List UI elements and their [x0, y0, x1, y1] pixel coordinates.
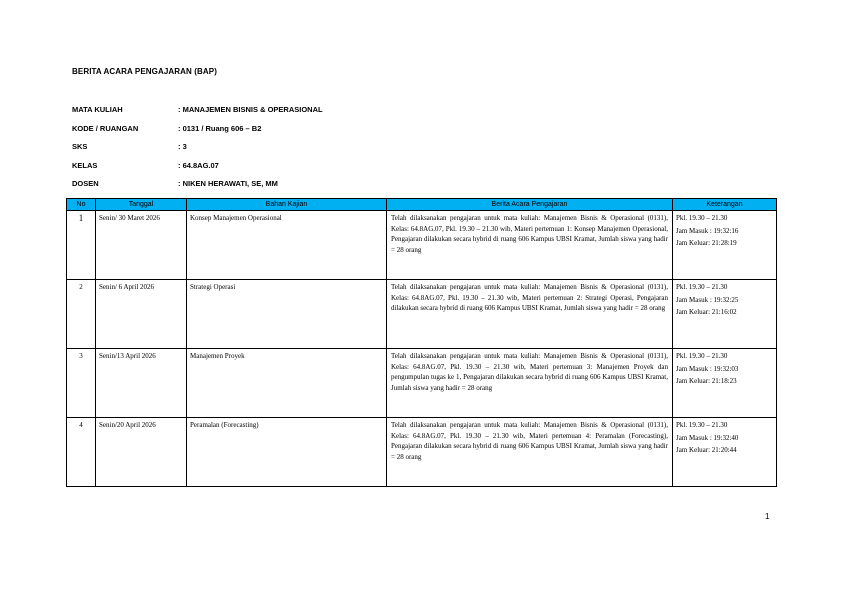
header-berita-acara: Berita Acara Pengajaran — [387, 199, 673, 211]
row-number: 3 — [67, 349, 96, 418]
meta-row-kode-ruangan — [72, 124, 323, 143]
row-topic: Manajemen Proyek — [187, 349, 387, 418]
table-row — [67, 418, 777, 487]
notes-in: Jam Masuk : 19:32:16 — [676, 226, 739, 235]
meta-row-mata-kuliah — [72, 105, 323, 124]
row-notes — [673, 211, 777, 280]
row-number: 2 — [67, 280, 96, 349]
row-number: 1 — [67, 211, 96, 280]
row-date: Senin/ 6 April 2026 — [96, 280, 187, 349]
row-report: Telah dilaksanakan pengajaran untuk mata kuliah: Manajemen Bisnis & Operasional (0131), Kelas: 64.8AG.07, Pkl. 19.30 – 21.30 wib, Materi pertemuan 2: Strategi Operasi, Pengajaran dilakukan secara hybrid di ruang 606 Kampus UBSI Kramat, Jumlah siswa yang hadir = 28 orang — [387, 280, 673, 349]
notes-out: Jam Keluar: 21:20:44 — [676, 446, 737, 455]
notes-in: Jam Masuk : 19:32:25 — [676, 295, 739, 304]
row-topic: Strategi Operasi — [187, 280, 387, 349]
row-notes — [673, 349, 777, 418]
notes-out: Jam Keluar: 21:28:19 — [676, 239, 737, 248]
notes-in: Jam Masuk : 19:32:40 — [676, 433, 739, 442]
meta-label: MATA KULIAH — [72, 105, 123, 114]
meta-label: DOSEN — [72, 179, 99, 188]
header-keterangan: Keterangan — [673, 199, 777, 211]
row-report: Telah dilaksanakan pengajaran untuk mata kuliah: Manajemen Bisnis & Operasional (0131), Kelas: 64.8AG.07, Pkl. 19.30 – 21.30 wib, Materi pertemuan 1: Konsep Manajemen Operasional, Pengajaran dilakukan secara hybrid di ruang 606 Kampus UBSI Kramat, Jumlah siswa yang hadir = 28 orang — [387, 211, 673, 280]
table-header-row — [67, 199, 777, 211]
header-no: No — [67, 199, 96, 211]
meta-value: : 64.8AG.07 — [178, 160, 219, 170]
notes-out: Jam Keluar: 21:18:23 — [676, 377, 737, 386]
meta-value: : 0131 / Ruang 606 – B2 — [178, 123, 262, 133]
page-number: 1 — [765, 512, 770, 521]
meta-value: : NIKEN HERAWATI, SE, MM — [178, 179, 278, 188]
row-date: Senin/20 April 2026 — [96, 418, 187, 487]
notes-time: Pkl. 19.30 – 21.30 — [676, 352, 728, 360]
header-tanggal: Tanggal — [96, 199, 187, 211]
row-date: Senin/13 April 2026 — [96, 349, 187, 418]
meta-value: : MANAJEMEN BISNIS & OPERASIONAL — [178, 105, 323, 114]
bap-table — [66, 198, 777, 487]
meta-row-dosen — [72, 179, 323, 198]
table-row — [67, 211, 777, 280]
row-topic: Peramalan (Forecasting) — [187, 418, 387, 487]
notes-out: Jam Keluar: 21:16:02 — [676, 308, 737, 317]
document-title: BERITA ACARA PENGAJARAN (BAP) — [72, 67, 217, 76]
course-info — [72, 105, 323, 198]
row-topic: Konsep Manajemen Operasional — [187, 211, 387, 280]
notes-time: Pkl. 19.30 – 21.30 — [676, 214, 728, 222]
meta-label: SKS — [72, 142, 88, 151]
notes-in: Jam Masuk : 19:32:03 — [676, 364, 739, 373]
row-notes — [673, 280, 777, 349]
row-report: Telah dilaksanakan pengajaran untuk mata kuliah: Manajemen Bisnis & Operasional (0131), Kelas: 64.8AG.07, Pkl. 19.30 – 21.30 wib, Materi pertemuan 3: Manajemen Proyek dan pengumpulan tugas ke 1, Pengajaran dilakukan secara hybrid di ruang 606 Kampus UBSI Kramat, Jumlah siswa yang hadir = 28 orang — [387, 349, 673, 418]
table-row — [67, 349, 777, 418]
meta-row-sks — [72, 142, 323, 161]
header-bahan-kajian: Bahan Kajian — [187, 199, 387, 211]
row-notes — [673, 418, 777, 487]
row-date: Senin/ 30 Maret 2026 — [96, 211, 187, 280]
notes-time: Pkl. 19.30 – 21.30 — [676, 421, 728, 429]
table-row — [67, 280, 777, 349]
row-number: 4 — [67, 418, 96, 487]
meta-label: KELAS — [72, 160, 98, 170]
row-report: Telah dilaksanakan pengajaran untuk mata kuliah: Manajemen Bisnis & Operasional (0131), Kelas: 64.8AG.07, Pkl. 19.30 – 21.30 wib, Materi pertemuan 4: Peramalan (Forecasting), Pengajaran dilakukan secara hybrid di ruang 606 Kampus UBSI Kramat, Jumlah siswa yang hadir = 28 orang — [387, 418, 673, 487]
notes-time: Pkl. 19.30 – 21.30 — [676, 283, 728, 291]
meta-row-kelas — [72, 161, 323, 180]
meta-value: : 3 — [178, 142, 187, 151]
meta-label: KODE / RUANGAN — [72, 123, 139, 133]
